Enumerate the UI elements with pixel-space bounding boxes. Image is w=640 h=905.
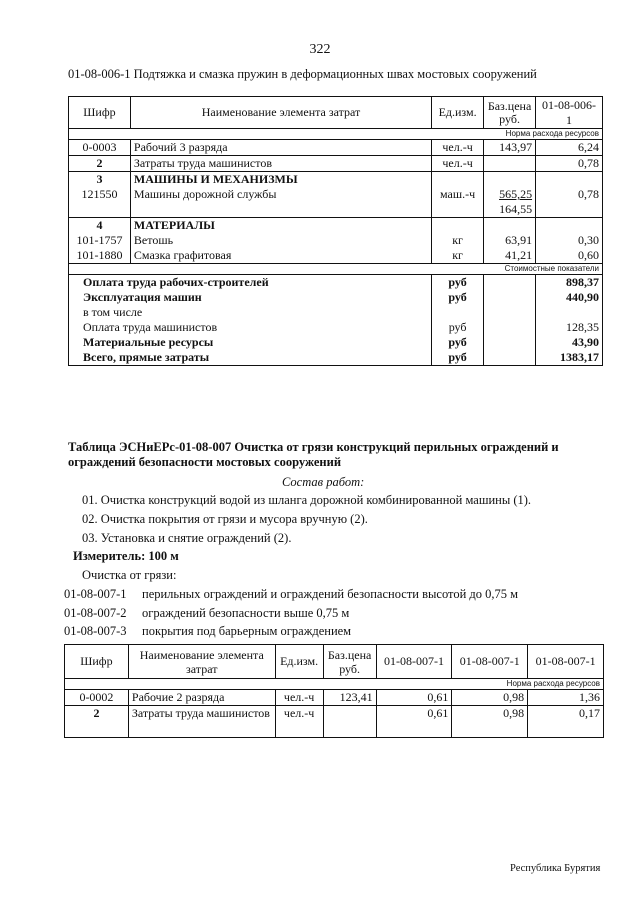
header-unit: Ед.изм. bbox=[275, 645, 323, 679]
meter: Измеритель: 100 м bbox=[73, 549, 179, 563]
row-value: 0,78 bbox=[536, 187, 603, 218]
row-value-1: 0,61 bbox=[376, 706, 452, 738]
row-code: 121550 bbox=[69, 187, 131, 218]
cost-unit: руб bbox=[432, 275, 484, 291]
row-price: 41,21 bbox=[484, 248, 536, 264]
row-unit: чел.-ч bbox=[275, 706, 323, 738]
header-name: Наименование элемента затрат bbox=[130, 97, 431, 129]
item-code: 01-08-007-2 bbox=[64, 606, 127, 620]
composition-label: Состав работ: bbox=[282, 475, 365, 489]
row-name: Ветошь bbox=[130, 233, 431, 248]
row-name: Затраты труда машинистов bbox=[128, 706, 275, 738]
row-code: 0-0002 bbox=[65, 690, 129, 706]
row-code: 2 bbox=[69, 156, 131, 172]
row-code: 101-1757 bbox=[69, 233, 131, 248]
work-item: 01. Очистка конструкций водой из шланга дорожной комбинированной машины (1). bbox=[82, 493, 532, 507]
page-number: 322 bbox=[309, 42, 331, 57]
row-name: Затраты труда машинистов bbox=[130, 156, 431, 172]
row-unit: кг bbox=[432, 233, 484, 248]
cost-unit: руб bbox=[432, 335, 484, 350]
section2-title: Таблица ЭСНиЕРс-01-08-007 Очистка от грязи конструкций перильных ограждений и ограждений безопасности мостовых сооружений bbox=[68, 440, 559, 469]
footer-region: Республика Бурятия bbox=[510, 863, 601, 874]
row-value: 0,60 bbox=[536, 248, 603, 264]
row-price: 123,41 bbox=[323, 690, 376, 706]
row-unit: чел.-ч bbox=[432, 140, 484, 156]
row-unit: чел.-ч bbox=[432, 156, 484, 172]
row-value-2: 0,98 bbox=[452, 706, 528, 738]
row-name: Рабочие 2 разряда bbox=[128, 690, 275, 706]
resource-table-1 bbox=[68, 96, 603, 366]
norm-label: Норма расхода ресурсов bbox=[65, 679, 604, 690]
row-name: Смазка графитовая bbox=[130, 248, 431, 264]
row-name: МАТЕРИАЛЫ bbox=[130, 218, 431, 234]
item-text: перильных ограждений и ограждений безопасности высотой до 0,75 м bbox=[142, 587, 519, 601]
cost-unit: руб bbox=[432, 320, 484, 335]
cost-unit: руб bbox=[432, 290, 484, 305]
cost-name: Оплата труда рабочих-строителей bbox=[69, 275, 432, 291]
norm-label: Норма расхода ресурсов bbox=[69, 129, 603, 140]
row-value-3: 0,17 bbox=[528, 706, 604, 738]
row-name: МАШИНЫ И МЕХАНИЗМЫ bbox=[130, 172, 431, 188]
row-price: 63,91 bbox=[484, 233, 536, 248]
header-price: Баз.цена руб. bbox=[323, 645, 376, 679]
cost-name: Всего, прямые затраты bbox=[69, 350, 432, 366]
row-price bbox=[484, 187, 536, 218]
item-text: покрытия под барьерным ограждением bbox=[142, 624, 352, 638]
row-code: 3 bbox=[69, 172, 131, 188]
section-caption: 01-08-006-1 Подтяжка и смазка пружин в деформационных швах мостовых сооружений bbox=[68, 67, 537, 81]
header-code: Шифр bbox=[69, 97, 131, 129]
row-price bbox=[323, 706, 376, 738]
cost-label: Стоимостные показатели bbox=[69, 264, 603, 275]
row-value-1: 0,61 bbox=[376, 690, 452, 706]
item-code: 01-08-007-1 bbox=[64, 587, 127, 601]
header-name: Наименование элемента затрат bbox=[128, 645, 275, 679]
cost-value: 128,35 bbox=[536, 320, 603, 335]
header-code: Шифр bbox=[65, 645, 129, 679]
header-price: Баз.цена руб. bbox=[484, 97, 536, 129]
header-column-1: 01-08-007-1 bbox=[376, 645, 452, 679]
row-price bbox=[484, 156, 536, 172]
row-value-3: 1,36 bbox=[528, 690, 604, 706]
row-name: Рабочий 3 разряда bbox=[130, 140, 431, 156]
row-name: Машины дорожной службы bbox=[130, 187, 431, 218]
header-column-2: 01-08-007-1 bbox=[452, 645, 528, 679]
work-item: 03. Установка и снятие ограждений (2). bbox=[82, 531, 292, 545]
row-code: 2 bbox=[65, 706, 129, 738]
row-unit: маш.-ч bbox=[432, 187, 484, 218]
cost-name: Материальные ресурсы bbox=[69, 335, 432, 350]
row-code: 0-0003 bbox=[69, 140, 131, 156]
row-value: 0,78 bbox=[536, 156, 603, 172]
work-item: 02. Очистка покрытия от грязи и мусора вручную (2). bbox=[82, 512, 368, 526]
cost-name: в том числе bbox=[69, 305, 432, 320]
row-code: 4 bbox=[69, 218, 131, 234]
row-price: 143,97 bbox=[484, 140, 536, 156]
row-unit: чел.-ч bbox=[275, 690, 323, 706]
header-column-3: 01-08-007-1 bbox=[528, 645, 604, 679]
row-code: 101-1880 bbox=[69, 248, 131, 264]
header-column: 01-08-006-1 bbox=[536, 97, 603, 129]
cost-value: 1383,17 bbox=[536, 350, 603, 366]
item-code: 01-08-007-3 bbox=[64, 624, 127, 638]
cost-name: Эксплуатация машин bbox=[69, 290, 432, 305]
resource-table-2 bbox=[64, 644, 604, 738]
header-unit: Ед.изм. bbox=[432, 97, 484, 129]
cost-value: 898,37 bbox=[536, 275, 603, 291]
cost-value: 440,90 bbox=[536, 290, 603, 305]
row-value: 0,30 bbox=[536, 233, 603, 248]
cost-name: Оплата труда машинистов bbox=[69, 320, 432, 335]
cost-value: 43,90 bbox=[536, 335, 603, 350]
clean-label: Очистка от грязи: bbox=[82, 568, 177, 582]
row-value-2: 0,98 bbox=[452, 690, 528, 706]
row-unit: кг bbox=[432, 248, 484, 264]
row-price-1: 565,25 bbox=[499, 187, 533, 201]
row-price-2: 164,55 bbox=[499, 202, 533, 216]
cost-unit: руб bbox=[432, 350, 484, 366]
item-text: ограждений безопасности выше 0,75 м bbox=[142, 606, 350, 620]
row-value: 6,24 bbox=[536, 140, 603, 156]
